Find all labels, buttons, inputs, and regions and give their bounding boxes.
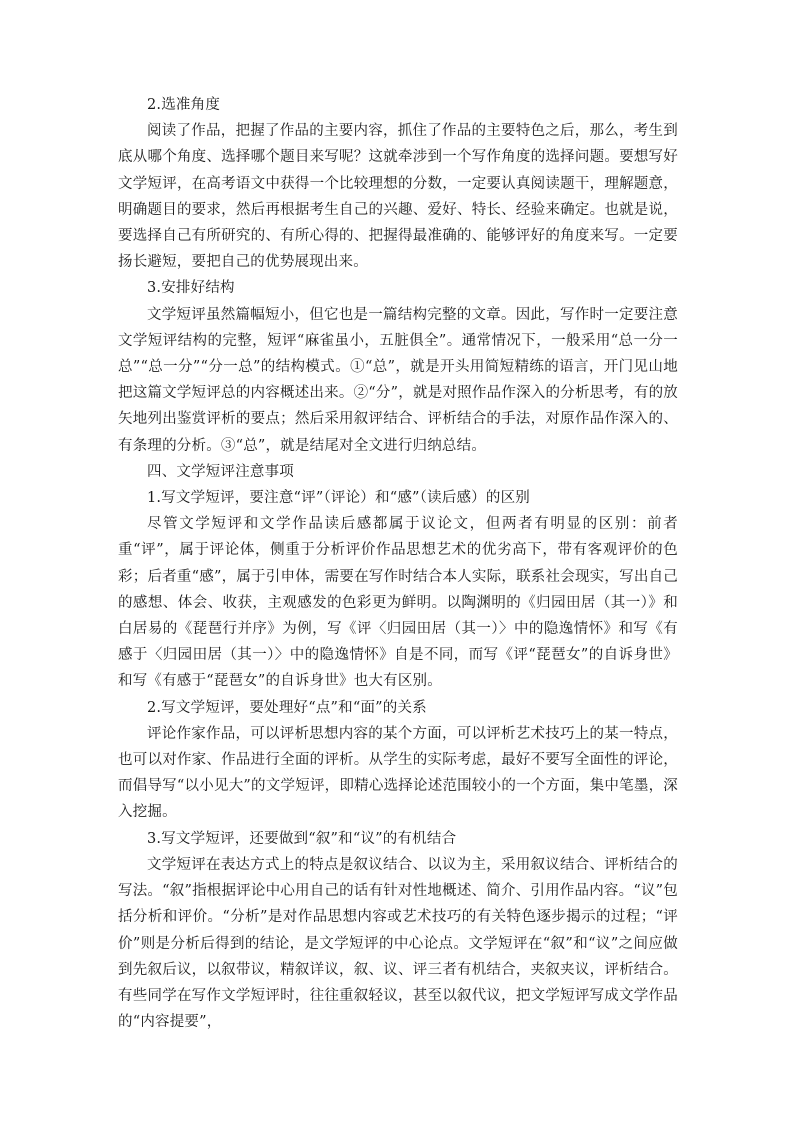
heading-notes: 四、文学短评注意事项 — [147, 463, 294, 480]
paragraph-note-1: 尽管文学短评和文学作品读后感都属于议论文，但两者有明显的区别：前者重“评”，属于评论体，侧重于分析评价作品思想艺术的优劣高下，带有客观评价的色彩；后者重“感”，属于引申体，需要在写作时结合本人实际，联系社会现实，写出自己的感想、体会、收获，主观感发的色彩更为鲜明。以陶渊明的《归园田居（其一）》和白居易的《琵琶行并序》为例，写《评〈归园田居（其一）〉中的隐逸情怀》和写《有感于〈归园田居（其一）〉中的隐逸情怀》自是不同，而写《评“琵琶女”的自诉身世》和写《有感于“琵琶女”的自诉身世》也大有区别。 — [118, 516, 678, 690]
document-body — [118, 92, 678, 1035]
paragraph-note-3: 文学短评在表达方式上的特点是叙议结合、以议为主，采用叙议结合、评析结合的写法。“叙”指根据评论中心用自己的话有针对性地概述、简介、引用作品内容。“议”包括分析和评价。“分析”是对作品思想内容或艺术技巧的有关特色逐步揭示的过程；“评价”则是分析后得到的结论，是文学短评的中心论点。文学短评在“叙”和“议”之间应做到先叙后议，以叙带议，精叙详议，叙、议、评三者有机结合，夹叙夹议，评析结合。有些同学在写作文学短评时，往往重叙轻议，甚至以叙代议，把文学短评写成文学作品的“内容提要”， — [118, 856, 678, 1031]
heading-arrange-structure: 3.安排好结构 — [147, 280, 235, 297]
heading-note-1: 1.写文学短评，要注意“评”（评论）和“感”（读后感）的区别 — [147, 490, 530, 507]
heading-note-3: 3.写文学短评，还要做到“叙”和“议”的有机结合 — [147, 830, 457, 847]
heading-note-2: 2.写文学短评，要处理好“点”和“面”的关系 — [147, 699, 427, 716]
paragraph-note-2: 评论作家作品，可以评析思想内容的某个方面，可以评析艺术技巧上的某一特点，也可以对作家、作品进行全面的评析。从学生的实际考虑，最好不要写全面性的评论，而倡导写“以小见大”的文学短评，即精心选择论述范围较小的一个方面，集中笔墨，深入挖掘。 — [118, 725, 678, 821]
paragraph-choose-angle: 阅读了作品，把握了作品的主要内容，抓住了作品的主要特色之后，那么，考生到底从哪个角度、选择哪个题目来写呢？这就牵涉到一个写作角度的选择问题。要想写好文学短评，在高考语文中获得一个比较理想的分数，一定要认真阅读题干，理解题意，明确题目的要求，然后再根据考生自己的兴趣、爱好、特长、经验来确定。也就是说，要选择自己有所研究的、有所心得的、把握得最准确的、能够评好的角度来写。一定要扬长避短，要把自己的优势展现出来。 — [118, 123, 678, 271]
heading-choose-angle: 2.选准角度 — [147, 97, 221, 113]
paragraph-arrange-structure: 文学短评虽然篇幅短小，但它也是一篇结构完整的文章。因此，写作时一定要注意文学短评结构的完整，短评“麻雀虽小，五脏俱全”。通常情况下，一般采用“总一分一总”“总一分”“分一总”的结构模式。①“总”，就是开头用简短精练的语言，开门见山地把这篇文学短评总的内容概述出来。②“分”，就是对照作品作深入的分析思考，有的放矢地列出鉴赏评析的要点；然后采用叙评结合、评析结合的手法，对原作品作深入的、有条理的分析。③“总”，就是结尾对全文进行归纳总结。 — [118, 306, 678, 454]
